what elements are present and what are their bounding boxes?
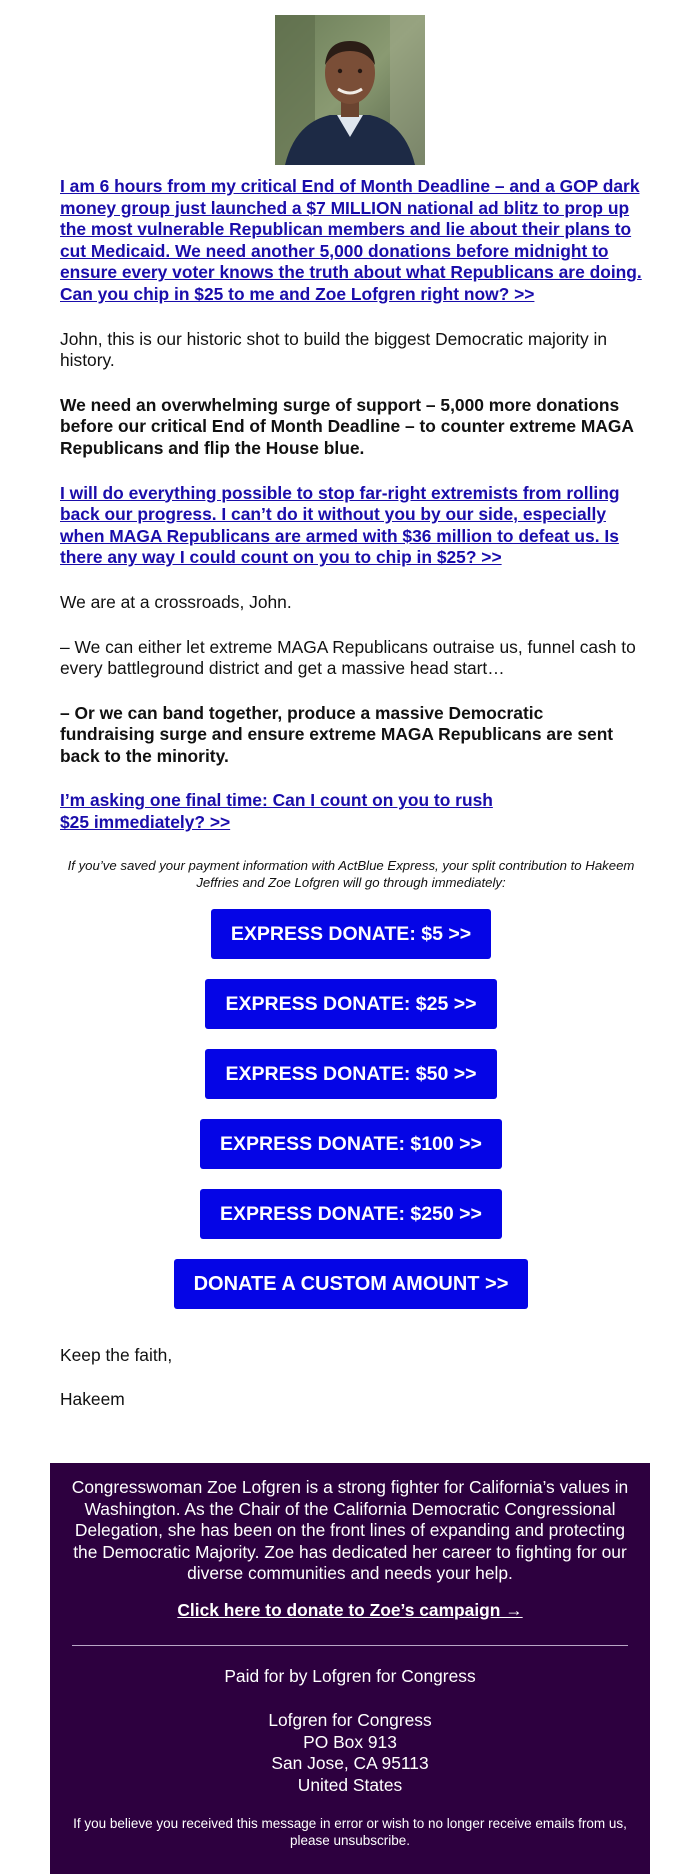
express-note: If you’ve saved your payment information with ActBlue Express, your split contribution to Hakeem Jeffries and Zoe Lofgren will go through immediately:	[67, 857, 635, 890]
body-paragraph-6: – Or we can band together, produce a massive Democratic fundraising surge and ensure extreme MAGA Republicans are sent back to the minority.	[60, 702, 614, 766]
body-paragraph-5: – We can either let extreme MAGA Republicans outraise us, funnel cash to every battleground district and get a massive head start…	[60, 636, 636, 679]
portrait-image	[275, 15, 425, 165]
footer-divider	[72, 1645, 628, 1646]
signoff-line: Keep the faith,	[60, 1344, 173, 1365]
donate-link-2-line2: $25 immediately? >>	[60, 812, 231, 833]
donate-custom-amount-button[interactable]: DONATE A CUSTOM AMOUNT >>	[174, 1259, 529, 1309]
body-donate-link-1[interactable]: I will do everything possible to stop far-right extremists from rolling back our progress. I can’t do it without you by our side, especially when MAGA Republicans are armed with $36 million to defeat us. Is there any way I could count on you to chip in $25? >>	[60, 482, 620, 568]
body-paragraph-1: John, this is our historic shot to build the biggest Democratic majority in history.	[60, 328, 608, 371]
paid-for-notice: Paid for by Lofgren for Congress	[224, 1665, 476, 1686]
mailing-address	[62, 1710, 638, 1796]
candidate-photo	[275, 15, 425, 165]
express-donate-50-button[interactable]: EXPRESS DONATE: $50 >>	[205, 1049, 496, 1099]
donate-link-2-line1: I’m asking one final time: Can I count on you to rush	[60, 790, 493, 811]
express-donate-5-button[interactable]: EXPRESS DONATE: $5 >>	[211, 909, 491, 959]
address-po-box: PO Box 913	[303, 1731, 397, 1752]
message-content	[60, 176, 642, 1434]
body-paragraph-4: We are at a crossroads, John.	[60, 591, 292, 612]
footer	[50, 1463, 650, 1874]
footer-bio: Congresswoman Zoe Lofgren is a strong fighter for California’s values in Washington. As the Chair of the California Democratic Congressional Delegation, she has been on the front lines of expanding and protecting the Democratic Majority. Zoe has dedicated her career to fighting for our diverse communities and needs your help.	[71, 1477, 629, 1584]
express-donate-25-button[interactable]: EXPRESS DONATE: $25 >>	[205, 979, 496, 1029]
address-city: San Jose, CA 95113	[271, 1753, 429, 1774]
express-donate-100-button[interactable]: EXPRESS DONATE: $100 >>	[200, 1119, 502, 1169]
address-country: United States	[297, 1774, 403, 1795]
body-donate-link-2[interactable]	[60, 790, 642, 833]
donate-zoe-campaign-link[interactable]: Click here to donate to Zoe’s campaign →	[177, 1599, 523, 1620]
signoff	[60, 1345, 642, 1411]
unsubscribe-notice[interactable]: If you believe you received this message in error or wish to no longer receive emails from us, please unsubscribe.	[73, 1816, 627, 1849]
address-name: Lofgren for Congress	[268, 1709, 432, 1730]
lead-donate-link[interactable]: I am 6 hours from my critical End of Month Deadline – and a GOP dark money group just launched a $7 MILLION national ad blitz to prop up the most vulnerable Republican members and lie about their plans to cut Medicaid. We need another 5,000 donations before midnight to ensure every voter knows the truth about what Republicans are doing. Can you chip in $25 to me and Zoe Lofgren right now? >>	[60, 176, 642, 304]
signoff-name: Hakeem	[60, 1389, 125, 1410]
donate-buttons	[60, 909, 642, 1329]
express-donate-250-button[interactable]: EXPRESS DONATE: $250 >>	[200, 1189, 502, 1239]
body-paragraph-2: We need an overwhelming surge of support – 5,000 more donations before our critical End of Month Deadline – to counter extreme MAGA Republicans and flip the House blue.	[60, 394, 634, 458]
